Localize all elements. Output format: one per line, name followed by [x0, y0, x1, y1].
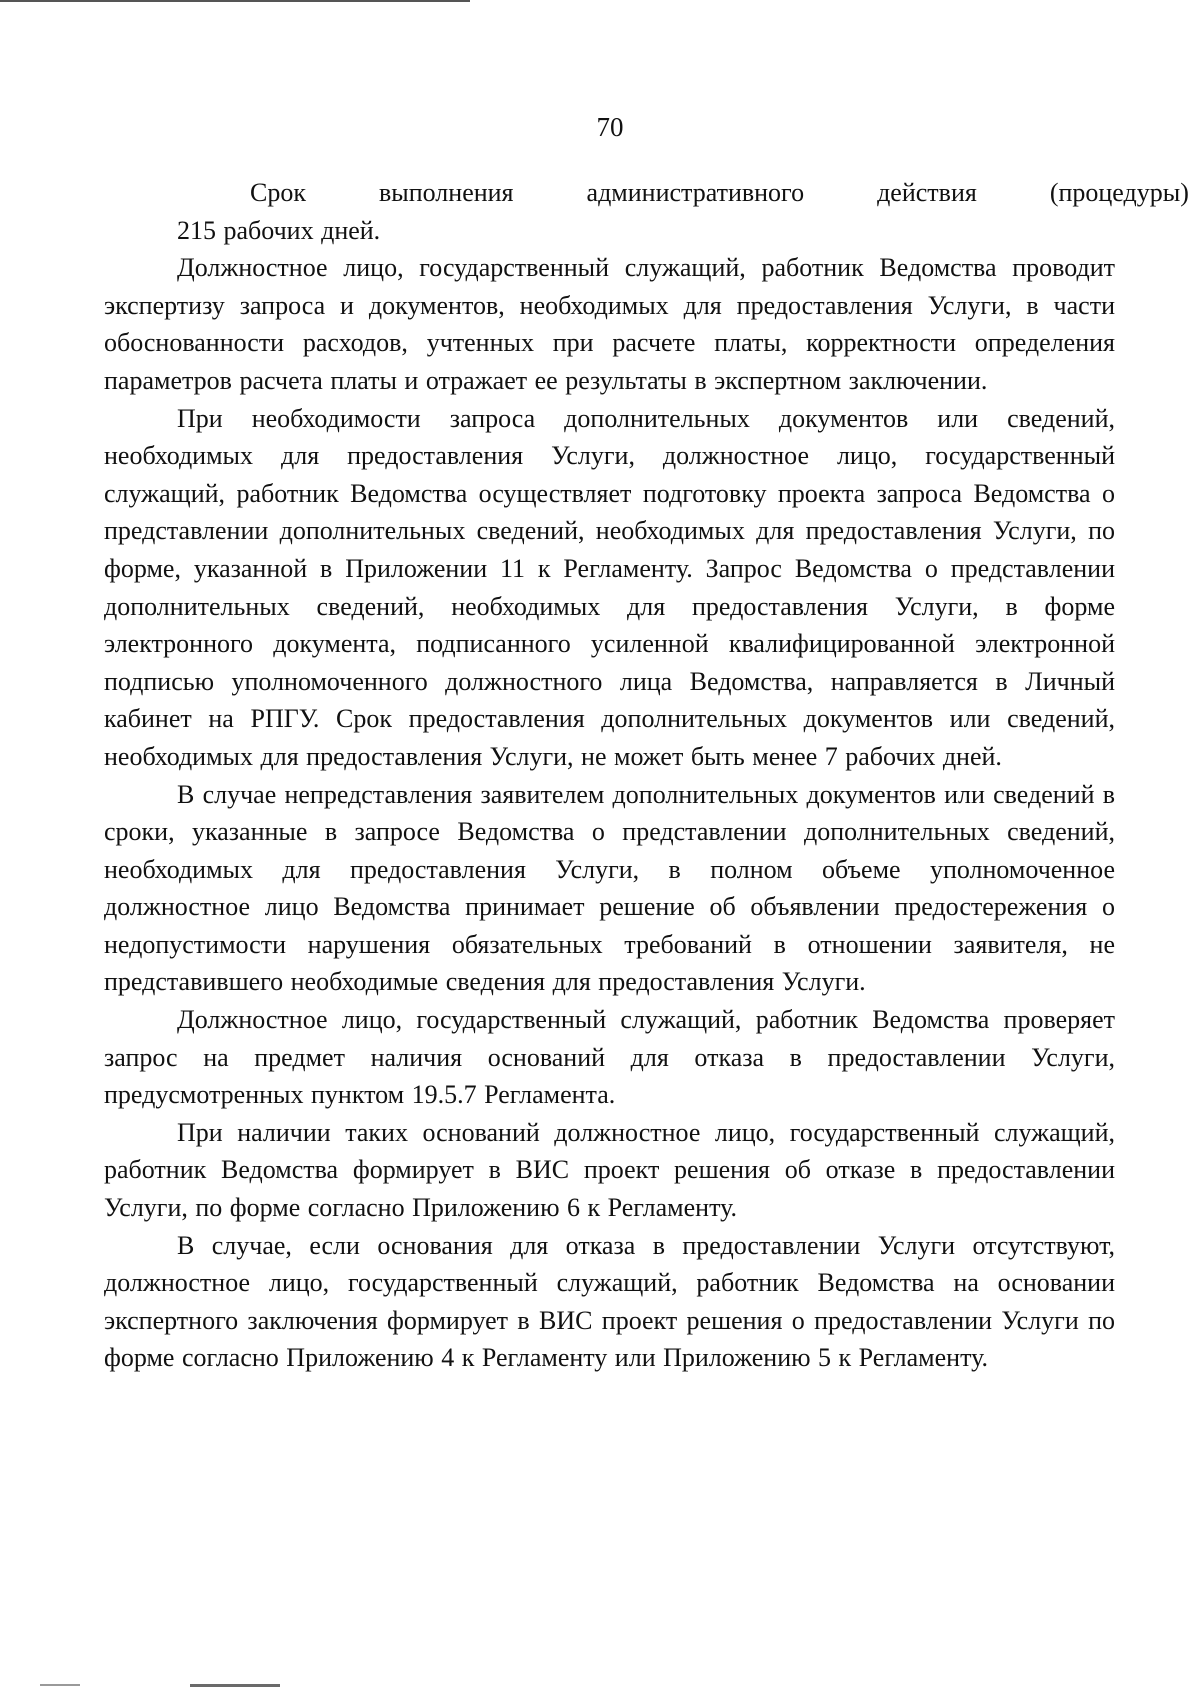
paragraph-1-line-2: 215 рабочих дней.	[177, 215, 381, 245]
scan-edge-line	[0, 0, 470, 2]
page-number: 70	[596, 112, 624, 142]
word: выполнения	[378, 178, 514, 207]
paragraph-1	[104, 174, 1189, 249]
paragraph-7: В случае, если основания для отказа в предоставлении Услуги отсутствуют, должностное лицо, государственный служащий, работник Ведомства на основании экспертного заключения формирует в ВИС проект решения о предоставлении Услуги по форме согласно Приложению 4 к Регламенту или Приложению 5 к Регламенту.	[104, 1230, 1115, 1373]
scan-mark	[40, 1684, 80, 1686]
paragraph-6: При наличии таких оснований должностное лицо, государственный служащий, работник Ведомства формирует в ВИС проект решения об отказе в предоставлении Услуги, по форме согласно Приложению 6 к Регламенту.	[104, 1117, 1115, 1223]
word: Срок	[250, 178, 306, 207]
word: действия	[877, 178, 977, 207]
paragraph-5: Должностное лицо, государственный служащий, работник Ведомства проверяет запрос на предмет наличия оснований для отказа в предоставлении Услуги, предусмотренных пунктом 19.5.7 Регламента.	[104, 1005, 1115, 1110]
paragraph-4: В случае непредставления заявителем дополнительных документов или сведений в сроки, указанные в запросе Ведомства о представлении дополнительных сведений, необходимых для предоставления Услуги, в полном объеме уполномоченное должностное лицо Ведомства принимает решение об объявлении предостережения о недопустимости нарушения обязательных требований в отношении заявителя, не представившего необходимые сведения для предоставления Услуги.	[104, 779, 1115, 997]
word: (процедуры)	[1049, 178, 1189, 207]
document-body	[104, 174, 1189, 1377]
paragraph-1-line-1	[104, 174, 1189, 212]
paragraph-3: При необходимости запроса дополнительных документов или сведений, необходимых для предоставления Услуги, должностное лицо, государственный служащий, работник Ведомства осуществляет подготовку проекта запроса Ведомства о представлении дополнительных сведений, необходимых для предоставления Услуги, по форме, указанной в Приложении 11 к Регламенту. Запрос Ведомства о представлении дополнительных сведений, необходимых для предоставления Услуги, в форме электронного документа, подписанного усиленной квалифицированной электронной подписью уполномоченного должностного лица Ведомства, направляется в Личный кабинет на РПГУ. Срок предоставления дополнительных документов или сведений, необходимых для предоставления Услуги, не может быть менее 7 рабочих дней.	[104, 403, 1115, 771]
word: административного	[586, 178, 805, 207]
scan-bottom-marks	[40, 1684, 300, 1688]
paragraph-2: Должностное лицо, государственный служащий, работник Ведомства проводит экспертизу запроса и документов, необходимых для предоставления Услуги, в части обоснованности расходов, учтенных при расчете платы, корректности определения параметров расчета платы и отражает ее результаты в экспертном заключении.	[104, 253, 1115, 395]
scan-mark	[190, 1684, 280, 1687]
